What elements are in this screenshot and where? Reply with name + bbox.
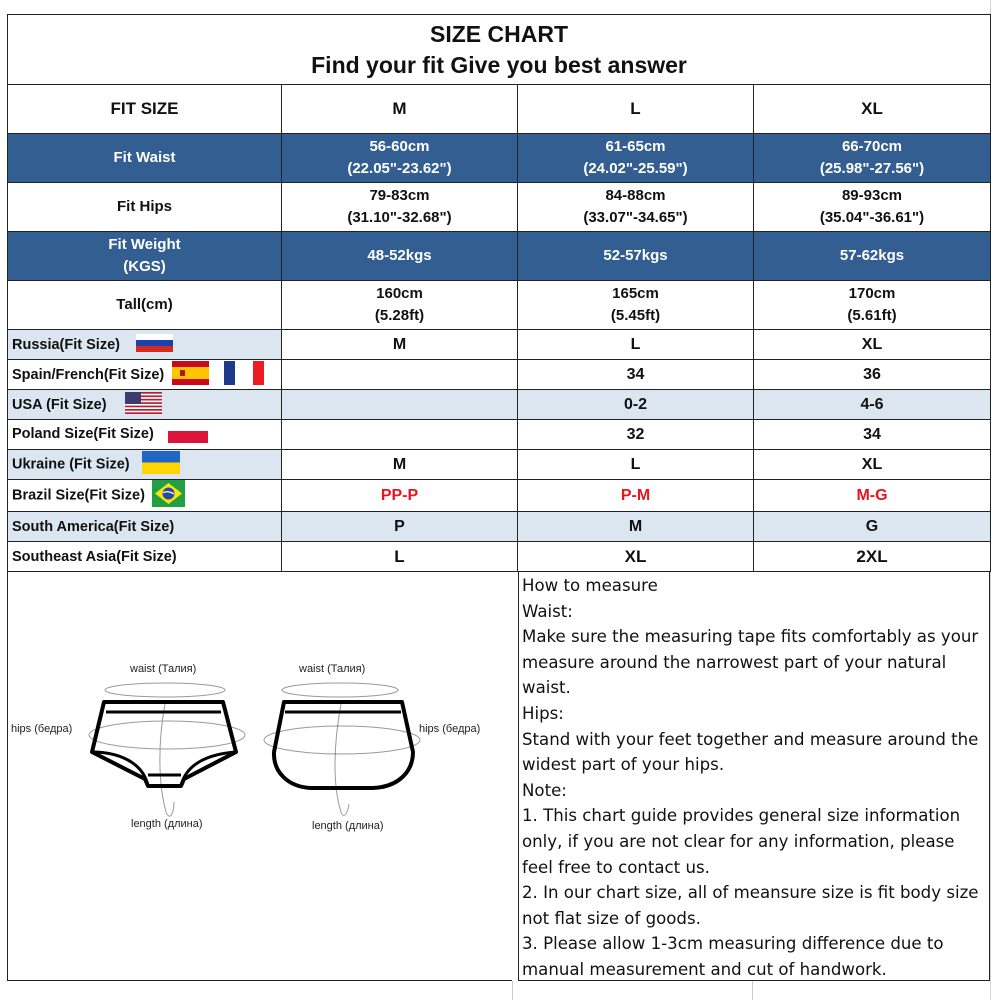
- fit-hips-row: [8, 183, 991, 232]
- note-heading: Note:: [522, 780, 567, 800]
- brazil-l: P-M: [518, 480, 754, 512]
- usa-m: [282, 390, 518, 420]
- size-header-row: [8, 85, 991, 134]
- country-label: [8, 420, 282, 450]
- country-name: Spain/French(Fit Size): [12, 366, 165, 383]
- country-label: [8, 542, 282, 572]
- size-header-xl: XL: [754, 85, 991, 134]
- hips-l: 84-88cm (33.07"-34.65"): [518, 183, 754, 232]
- waist-label-back: waist (Талия): [299, 663, 366, 675]
- empty-sheet-row: [7, 981, 990, 991]
- brazil-xl: M-G: [754, 480, 991, 512]
- ukraine-flag-icon: [142, 451, 180, 478]
- hips-heading: Hips:: [522, 703, 564, 723]
- fit-size-label: FIT SIZE: [8, 85, 282, 134]
- chart-title-cell: [8, 15, 991, 85]
- waist-xl: 66-70cm (25.98"-27.56"): [754, 134, 991, 183]
- south-america-l: M: [518, 512, 754, 542]
- gridline: [512, 981, 513, 1000]
- russia-l: L: [518, 330, 754, 360]
- country-label: [8, 330, 282, 360]
- row-label: Fit Weight (KGS): [8, 232, 282, 281]
- russia-m: M: [282, 330, 518, 360]
- note-1: 1. This chart guide provides general size information only, if you are not clear for any information, please feel free to contact us.: [522, 806, 961, 877]
- usa-flag-icon: [125, 392, 162, 418]
- country-name: Brazil Size(Fit Size): [12, 487, 145, 504]
- row-label: Fit Hips: [8, 183, 282, 232]
- length-label-front: length (длина): [131, 818, 203, 830]
- country-row-brazil: [8, 480, 991, 512]
- hips-m: 79-83cm (31.10"-32.68"): [282, 183, 518, 232]
- south-america-xl: G: [754, 512, 991, 542]
- ukraine-xl: XL: [754, 450, 991, 480]
- country-name: Russia(Fit Size): [12, 336, 120, 353]
- tall-l: 165cm (5.45ft): [518, 281, 754, 330]
- row-label: Fit Waist: [8, 134, 282, 183]
- note-3: 3. Please allow 1-3cm measuring difference due to manual measurement and cut of handwork.: [522, 934, 944, 979]
- weight-m: 48-52kgs: [282, 232, 518, 281]
- gridline: [752, 981, 753, 1000]
- how-to-measure-panel: [518, 571, 990, 981]
- size-header-l: L: [518, 85, 754, 134]
- hips-label-front: hips (бедра): [11, 723, 73, 735]
- country-row-usa: [8, 390, 991, 420]
- note-2: 2. In our chart size, all of meansure size is fit body size not flat size of goods.: [522, 883, 979, 928]
- measurement-illustration: [7, 571, 512, 981]
- country-name: South America(Fit Size): [12, 518, 175, 535]
- ukraine-m: M: [282, 450, 518, 480]
- poland-m: [282, 420, 518, 450]
- france-flag-icon: [224, 361, 264, 389]
- briefs-diagram-icon: [8, 572, 513, 982]
- country-name: Ukraine (Fit Size): [12, 456, 130, 473]
- weight-l: 52-57kgs: [518, 232, 754, 281]
- waist-l: 61-65cm (24.02"-25.59"): [518, 134, 754, 183]
- ukraine-l: L: [518, 450, 754, 480]
- poland-xl: 34: [754, 420, 991, 450]
- waist-heading: Waist:: [522, 601, 573, 621]
- waist-m: 56-60cm (22.05"-23.62"): [282, 134, 518, 183]
- hips-instructions: Stand with your feet together and measure around the widest part of your hips.: [522, 729, 979, 775]
- size-header-m: M: [282, 85, 518, 134]
- country-label: [8, 512, 282, 542]
- tall-m: 160cm (5.28ft): [282, 281, 518, 330]
- chart-title: SIZE CHART: [430, 20, 568, 47]
- title-row: [8, 15, 991, 85]
- country-row-spain-france: [8, 360, 991, 390]
- waist-instructions: Make sure the measuring tape fits comfortably as your measure around the narrowest part of your natural waist.: [522, 627, 979, 698]
- brazil-flag-icon: [152, 480, 185, 511]
- southeast-asia-l: XL: [518, 542, 754, 572]
- southeast-asia-m: L: [282, 542, 518, 572]
- russia-flag-icon: [136, 334, 173, 356]
- country-row-ukraine: [8, 450, 991, 480]
- chart-subtitle: Find your fit Give you best answer: [311, 51, 687, 78]
- country-label: [8, 450, 282, 480]
- hips-label-back: hips (бедра): [419, 723, 481, 735]
- measurement-section: [7, 571, 990, 981]
- length-label-back: length (длина): [312, 820, 384, 832]
- country-row-southeast-asia: [8, 542, 991, 572]
- country-name: Poland Size(Fit Size): [12, 426, 154, 443]
- country-row-poland: [8, 420, 991, 450]
- usa-xl: 4-6: [754, 390, 991, 420]
- spain-france-l: 34: [518, 360, 754, 390]
- country-row-south-america: [8, 512, 991, 542]
- southeast-asia-xl: 2XL: [754, 542, 991, 572]
- size-chart-table: [7, 14, 991, 572]
- how-to-measure-title: How to measure: [522, 576, 658, 595]
- country-name: USA (Fit Size): [12, 396, 107, 413]
- waist-label-front: waist (Талия): [130, 663, 197, 675]
- weight-xl: 57-62kgs: [754, 232, 991, 281]
- spain-france-xl: 36: [754, 360, 991, 390]
- russia-xl: XL: [754, 330, 991, 360]
- tall-xl: 170cm (5.61ft): [754, 281, 991, 330]
- row-label: Tall(cm): [8, 281, 282, 330]
- fit-weight-row: [8, 232, 991, 281]
- country-label: [8, 390, 282, 420]
- poland-l: 32: [518, 420, 754, 450]
- spain-flag-icon: [172, 361, 209, 389]
- south-america-m: P: [282, 512, 518, 542]
- country-label: [8, 480, 282, 512]
- fit-waist-row: [8, 134, 991, 183]
- country-label: [8, 360, 282, 390]
- poland-flag-icon: [168, 431, 208, 447]
- country-row-russia: [8, 330, 991, 360]
- size-chart-sheet: [7, 14, 990, 572]
- country-name: Southeast Asia(Fit Size): [12, 548, 177, 565]
- spain-france-m: [282, 360, 518, 390]
- tall-row: [8, 281, 991, 330]
- usa-l: 0-2: [518, 390, 754, 420]
- hips-xl: 89-93cm (35.04"-36.61"): [754, 183, 991, 232]
- brazil-m: PP-P: [282, 480, 518, 512]
